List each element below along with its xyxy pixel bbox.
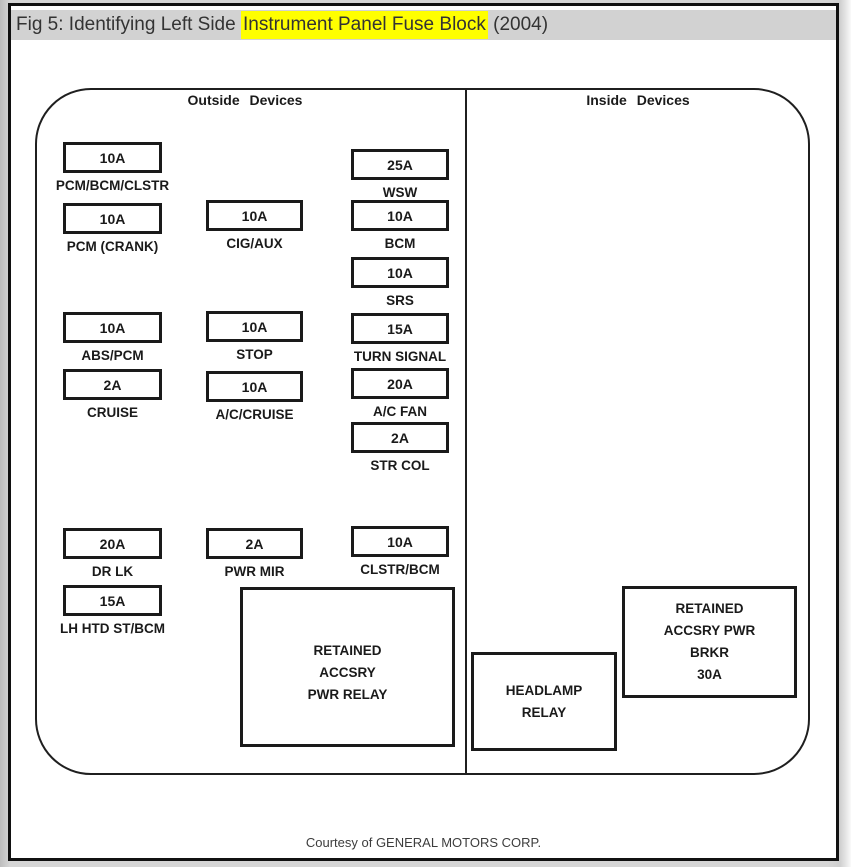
caption-suffix: (2004) xyxy=(487,14,549,35)
caption-highlight: Instrument Panel Fuse Block xyxy=(241,11,488,39)
outside-devices-header: Outside Devices xyxy=(187,92,303,108)
fuse-label: CLSTR/BCM xyxy=(360,562,440,577)
fuse-amp-rating: 10A xyxy=(351,200,449,231)
fuse-label: BCM xyxy=(384,236,416,251)
fuse-ac-cruise xyxy=(206,371,303,422)
fuse-label: CRUISE xyxy=(86,405,138,420)
fuse-amp-rating: 25A xyxy=(351,149,449,180)
relay-text-line: ACCSRY xyxy=(319,665,376,680)
fuse-label: LH HTD ST/BCM xyxy=(60,621,165,636)
fuse-amp-rating: 20A xyxy=(63,528,162,559)
fuse-turn-signal xyxy=(351,313,449,364)
fuse-pcm-bcm-clstr xyxy=(55,142,170,193)
fuse-amp-rating: 2A xyxy=(206,528,303,559)
fuse-lh-htd-st-bcm xyxy=(60,585,165,636)
relay-text-line: ACCSRY PWR xyxy=(663,623,756,638)
fuse-amp-rating: 10A xyxy=(63,203,162,234)
fuse-amp-rating: 2A xyxy=(63,369,162,400)
fuse-amp-rating: 10A xyxy=(63,312,162,343)
fuse-label: STOP xyxy=(236,347,273,362)
headlamp-relay-box xyxy=(471,652,617,751)
retained-accsry-pwr-relay-box xyxy=(240,587,455,747)
fuse-amp-rating: 10A xyxy=(206,311,303,342)
relay-text-line: HEADLAMP xyxy=(505,682,583,698)
fuse-label: PCM (CRANK) xyxy=(66,239,159,254)
relay-text-line: PWR RELAY xyxy=(307,687,388,702)
fuse-pwr-mir xyxy=(206,528,303,579)
fuse-cig-aux xyxy=(206,200,303,251)
relay-text-line: BRKR xyxy=(690,645,729,660)
fuse-pcm-crank xyxy=(63,203,162,254)
fuse-label: WSW xyxy=(382,185,418,200)
relay-text-line: RELAY xyxy=(521,704,567,720)
fuse-amp-rating: 20A xyxy=(351,368,449,399)
fuse-amp-rating: 10A xyxy=(63,142,162,173)
fuse-amp-rating: 10A xyxy=(206,371,303,402)
fuse-ac-fan xyxy=(351,368,449,419)
fuse-label: A/C/CRUISE xyxy=(215,407,294,422)
fuse-clstr-bcm xyxy=(351,526,449,577)
caption-prefix: Fig 5: Identifying Left Side xyxy=(16,14,241,35)
fuse-label: PWR MIR xyxy=(224,564,285,579)
fuse-label: TURN SIGNAL xyxy=(353,349,447,364)
fuse-abs-pcm xyxy=(63,312,162,363)
fuse-stop xyxy=(206,311,303,362)
fuse-dr-lk xyxy=(63,528,162,579)
inside-devices-header: Inside Devices xyxy=(586,92,690,108)
fuse-label: STR COL xyxy=(370,458,430,473)
fuse-label: A/C FAN xyxy=(373,404,427,419)
fuse-wsw xyxy=(351,149,449,200)
fuse-label: CIG/AUX xyxy=(226,236,283,251)
fuse-label: ABS/PCM xyxy=(81,348,144,363)
section-divider-line xyxy=(465,88,467,775)
fuse-str-col xyxy=(351,422,449,473)
fuse-amp-rating: 10A xyxy=(206,200,303,231)
relay-text-line: RETAINED xyxy=(675,601,744,616)
courtesy-credit-text: Courtesy of GENERAL MOTORS CORP. xyxy=(305,835,542,850)
retained-accsry-pwr-brkr-box xyxy=(622,586,797,698)
fuse-label: PCM/BCM/CLSTR xyxy=(55,178,170,193)
fuse-label: DR LK xyxy=(91,564,134,579)
fuse-amp-rating: 2A xyxy=(351,422,449,453)
relay-text-line: 30A xyxy=(697,667,722,682)
fuse-cruise xyxy=(63,369,162,420)
fuse-label: SRS xyxy=(386,293,414,308)
fuse-bcm xyxy=(351,200,449,251)
fuse-srs xyxy=(351,257,449,308)
figure-caption-bar xyxy=(11,10,836,40)
fuse-amp-rating: 10A xyxy=(351,257,449,288)
fuse-amp-rating: 15A xyxy=(63,585,162,616)
relay-text-line: RETAINED xyxy=(313,643,382,658)
figure-frame xyxy=(8,3,839,861)
fuse-amp-rating: 15A xyxy=(351,313,449,344)
fuse-amp-rating: 10A xyxy=(351,526,449,557)
